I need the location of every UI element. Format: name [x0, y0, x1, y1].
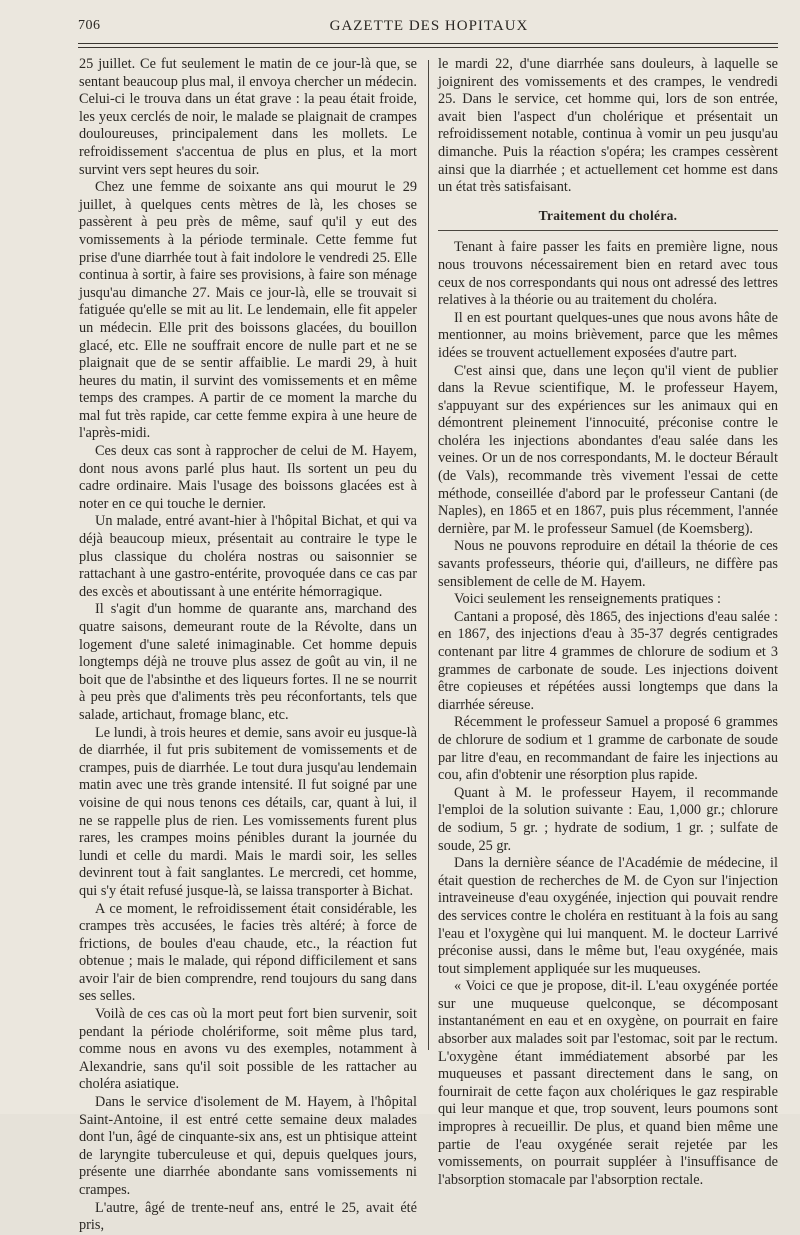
paragraph: Ces deux cas sont à rapprocher de celui de M. Hayem, dont nous avons parlé plus haut. Ils sortent un peu du cadre ordinaire. Mais l'usage des boissons glacées est à noter en ce qui touche le dernier. [79, 443, 417, 512]
column-divider [428, 60, 429, 1050]
paragraph: A ce moment, le refroidissement était considérable, les crampes très accusées, le facies très altéré; à force de frictions, de boules d'eau chaude, etc., la réaction fut obtenue ; mais le malade, qui répond difficilement et sans avoir l'air de bien comprendre, rend toujours du sang dans ses selles. [79, 900, 417, 1005]
paragraph: Nous ne pouvons reproduire en détail la théorie de ces savants professeurs, théorie qui, d'ailleurs, ne diffère pas sensiblement de celle de M. Hayem. [438, 538, 778, 590]
section-title: Traitement du choléra. [538, 207, 678, 223]
paragraph: Dans la dernière séance de l'Académie de médecine, il était question de recherches de M. de Cyon sur l'injection intraveineuse d'eau oxygénée, injection qui pouvait rendre des services contre le choléra en restituant à la fois au sang l'eau et l'oxygène qui lui manquent. M. le docteur Larrivé préconise aussi, dans le même but, l'eau oxygénée, mais tout simplement appliquée sur les muqueuses. [438, 855, 778, 977]
left-column [79, 56, 417, 1235]
header-rule [78, 43, 778, 44]
paragraph: C'est ainsi que, dans une leçon qu'il vient de publier dans la Revue scientifique, M. le professeur Hayem, s'appuyant sur des expériences sur les animaux qui en démontrent pleinement l'innocuité, préconise contre le choléra les injections abondantes d'eau salée dans les veines. Or un de nos correspondants, M. le docteur Bérault (de Vals), recommande très vivement l'essai de cette méthode, conseillée d'abord par le professeur Cantani (de Naples), en 1865 et en 1867, puis plus récemment, l'année dernière, par M. le professeur Samuel (de Koemsberg). [438, 362, 778, 537]
paragraph: Un malade, entré avant-hier à l'hôpital Bichat, et qui va déjà beaucoup mieux, présentait au contraire le type le plus classique du choléra nostras ou saisonnier se rattachant à une gastro-entérite, provoquée dans ce cas par des excès et aboutissant à une entérite hémorragique. [79, 513, 417, 600]
paragraph: Cantani a proposé, dès 1865, des injections d'eau salée : en 1867, des injections d'eau à 35-37 degrés centigrades contenant par litre 4 grammes de chlorure de sodium et 3 grammes de carbonate de soude. Les injections doivent être copieuses et répétées aussi longtemps que dans la diarrhée séreuse. [438, 608, 778, 713]
paragraph: Il s'agit d'un homme de quarante ans, marchand des quatre saisons, demeurant route de la Révolte, dans un logement d'une saleté inimaginable. Cet homme depuis longtemps déjà ne trouve plus assez de goût au vin, il ne boit que de l'absinthe et des liqueurs fortes. Il ne se nourrit à peu près que d'aliments très peu réconfortants, tels que salade, artichaut, fromage blanc, etc. [79, 601, 417, 723]
right-column [438, 56, 778, 1189]
section-rule [438, 230, 778, 231]
paragraph: Il en est pourtant quelques-unes que nous avons hâte de mentionner, au moins brièvement, parce que les mêmes idées se trouvent actuellement exposées d'autre part. [438, 309, 778, 361]
paragraph: Le lundi, à trois heures et demie, sans avoir eu jusque-là de diarrhée, il fut pris subitement de vomissements et de crampes, puis de diarrhée. Le tout dura jusqu'au lendemain matin avec une très grande intensité. Il fut soigné par une voisine de qui nous tenons ces détails, car, quant à lui, il ne se rappelle plus de rien. Les vomissements furent plus rares, les crampes moins pénibles durant la journée du lundi et celle du mardi. Mais le mardi soir, les selles devinrent tout à fait sanglantes. Le mercredi, cet homme, qui s'y était refusé jusque-là, se laissa transporter à Bichat. [79, 724, 417, 899]
journal-title: GAZETTE DES HOPITAUX [329, 18, 529, 34]
page-number: 706 [78, 18, 101, 33]
paragraph: Tenant à faire passer les faits en première ligne, nous nous trouvons nécessairement bien en retard avec tous ceux de nos correspondants qui nous ont adressé des lettres relatives à la théorie ou au traitement du choléra. [438, 239, 778, 309]
paragraph: Voici seulement les renseignements pratiques : [454, 591, 721, 608]
paragraph: 25 juillet. Ce fut seulement le matin de ce jour-là que, se sentant beaucoup plus mal, il envoya chercher un médecin. Celui-ci le trouva dans un état grave : la peau était froide, les yeux cerclés de noir, le malade se plaignait de crampes douloureuses, principalement dans les mollets. Le refroidissement s'accentua de plus en plus, et la mort survint vers sept heures du soir. [79, 56, 417, 178]
paragraph: le mardi 22, d'une diarrhée sans douleurs, à laquelle se joignirent des vomissements et des crampes, le vendredi 25. Dans le service, cet homme qui, lors de son entrée, avait bien l'aspect d'un cholérique et présentait un refroidissement notable, continua à vomir un peu jusqu'au dimanche. Puis la réaction s'opéra; les crampes cessèrent ainsi que la diarrhée ; et actuellement cet homme est dans un état très satisfaisant. [438, 56, 778, 196]
paragraph: Chez une femme de soixante ans qui mourut le 29 juillet, à quelques cents mètres de là, les choses se passèrent à peu près de même, sauf qu'il y eut des vomissements à la période terminale. Cette femme fut prise d'une diarrhée tout à fait indolore le vendredi 25. Elle continua à sortir, à faire ses provisions, à faire son ménage jusqu'au dimanche 27. Mais ce jour-là, elle se trouvait si fatiguée qu'elle se mit au lit. Le lendemain, elle fit appeler un médecin. Elle prit des boissons glacées, du bouillon glacé, etc. Elle ne souffrait encore de nulle part et ne se plaignait que de se sentir affaiblie. Le mardi 29, à huit heures du matin, il survint des vomissements et en même temps des crampes. A partir de ce moment la marche du mal fut très rapide, car cette femme expira à une heure de l'après-midi. [79, 179, 417, 442]
paragraph: Dans le service d'isolement de M. Hayem, à l'hôpital Saint-Antoine, il est entré cette semaine deux malades dont l'un, âgé de cinquante-six ans, est un phtisique atteint de laryngite tuberculeuse et qui, depuis quelques jours, présente une diarrhée abondante sans vomissements ni crampes. [79, 1094, 417, 1198]
page-header [78, 14, 780, 38]
paragraph: Récemment le professeur Samuel a proposé 6 grammes de chlorure de sodium et 1 gramme de carbonate de soude par litre d'eau, en recommandant de faire les injections au cou, afin d'obtenir une résorption plus rapide. [438, 714, 778, 784]
header-rule-double [78, 47, 778, 48]
paragraph: Quant à M. le professeur Hayem, il recommande l'emploi de la solution suivante : Eau, 1,000 gr.; chlorure de sodium, 5 gr. ; hydrate de sodium, 1 gr. ; sulfate de soude, 25 gr. [438, 784, 778, 854]
paragraph: L'autre, âgé de trente-neuf ans, entré le 25, avait été pris, [79, 1199, 417, 1234]
paragraph: Voilà de ces cas où la mort peut fort bien survenir, soit pendant la période cholériforme, soit même plus tard, comme nous en avons vu des exemples, notamment à Alexandrie, sans qu'il soit possible de les rattacher au choléra asiatique. [79, 1006, 417, 1093]
paragraph: « Voici ce que je propose, dit-il. L'eau oxygénée portée sur une muqueuse quelconque, se décomposant instantanément en eau et en oxygène, on pourrait en faire absorber aux malades soit par l'estomac, soit par le rectum. L'oxygène étant immédiatement absorbé par les muqueuses et passant directement dans le sang, on fournirait de cette façon aux cholériques le gaz respirable qui leur manque et que, trop souvent, leurs poumons sont impropres à recueillir. De plus, et quand bien même une partie de l'eau oxygénée serait rejetée par les vomissements, on pourrait suppléer à l'insuffisance de l'absorption stomacale par l'absorption rectale. [438, 978, 778, 1188]
